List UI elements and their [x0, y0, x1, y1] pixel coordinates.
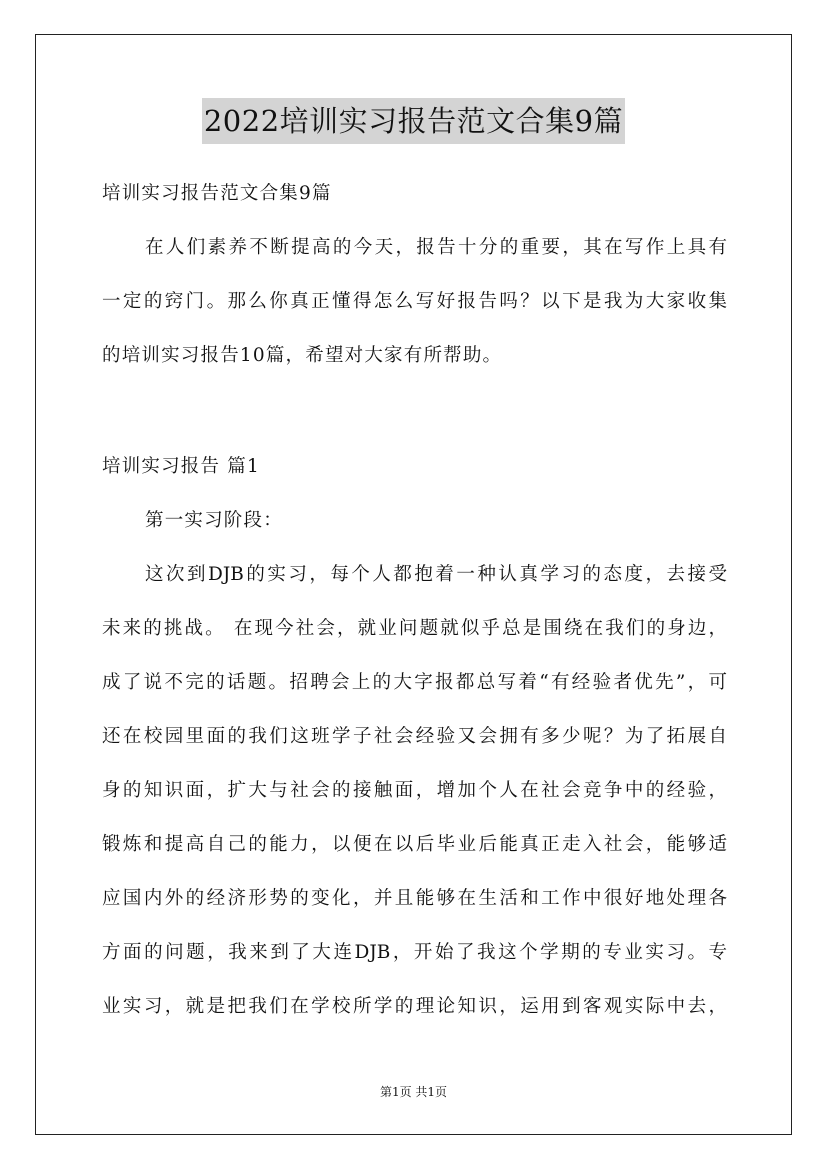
stage-heading: 第一实习阶段： [145, 510, 283, 531]
body-line-6: 锻炼和提高自己的能力，以便在以后毕业后能真正走入社会，能够适 [102, 834, 727, 855]
body-line-3: 成了说不完的话题。招聘会上的大字报都总写着“有经验者优先”，可 [102, 672, 727, 693]
title-container [0, 98, 827, 144]
intro-line-3: 的培训实习报告10篇，希望对大家有所帮助。 [102, 345, 503, 366]
body-line-2: 未来的挑战。 在现今社会，就业问题就似乎总是围绕在我们的身边， [102, 618, 727, 639]
document-title: 2022培训实习报告范文合集9篇 [202, 98, 625, 144]
body-line-9: 业实习，就是把我们在学校所学的理论知识，运用到客观实际中去， [102, 996, 727, 1017]
body-line-5: 身的知识面，扩大与社会的接触面，增加个人在社会竞争中的经验， [102, 780, 727, 801]
body-line-7: 应国内外的经济形势的变化，并且能够在生活和工作中很好地处理各 [102, 888, 727, 909]
body-line-1: 这次到DJB的实习，每个人都抱着一种认真学习的态度，去接受 [145, 564, 727, 585]
intro-line-2: 一定的窍门。那么你真正懂得怎么写好报告吗？以下是我为大家收集 [102, 291, 727, 312]
page-footer: 第1页 共1页 [379, 1085, 448, 1099]
body-line-8: 方面的问题，我来到了大连DJB，开始了我这个学期的专业实习。专 [102, 942, 727, 963]
intro-line-1: 在人们素养不断提高的今天，报告十分的重要，其在写作上具有 [145, 237, 727, 258]
body-line-4: 还在校园里面的我们这班学子社会经验又会拥有多少呢？为了拓展自 [102, 726, 727, 747]
section-heading: 培训实习报告 篇1 [102, 456, 260, 477]
document-subtitle: 培训实习报告范文合集9篇 [102, 183, 332, 204]
